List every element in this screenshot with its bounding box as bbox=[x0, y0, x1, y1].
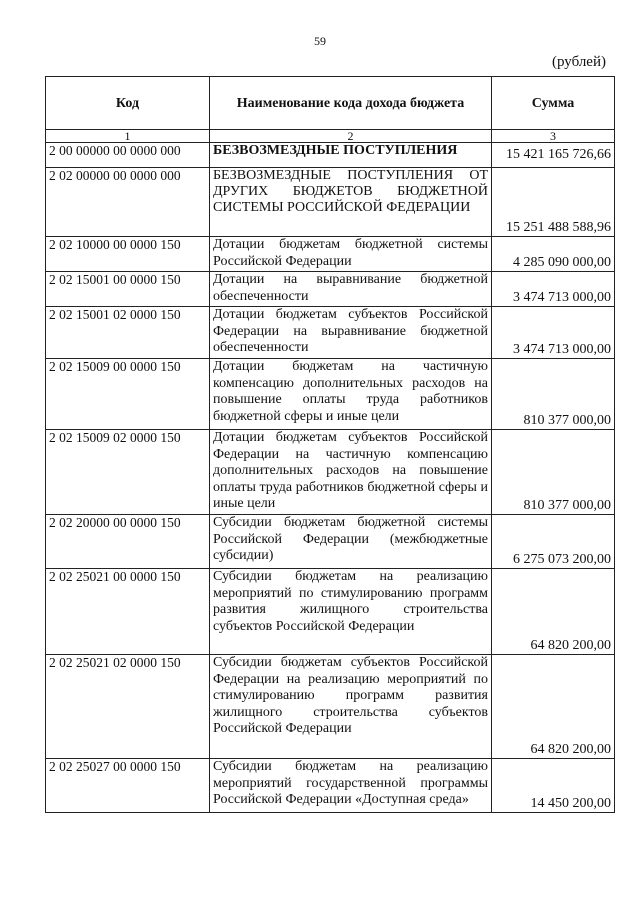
row-name: Дотации бюджетам бюджетной системы Российской Федерации bbox=[210, 237, 492, 272]
table-row bbox=[46, 515, 615, 569]
row-name: Субсидии бюджетам на реализацию мероприятий государственной программы Российской Федерации «Доступная среда» bbox=[210, 759, 492, 813]
column-number-row bbox=[46, 130, 615, 143]
budget-revenue-table bbox=[45, 76, 615, 813]
row-sum: 3 474 713 000,00 bbox=[492, 272, 615, 307]
row-name: Субсидии бюджетам бюджетной системы Российской Федерации (межбюджетные субсидии) bbox=[210, 515, 492, 569]
units-label: (рублей) bbox=[551, 54, 606, 70]
row-code: 2 02 10000 00 0000 150 bbox=[46, 237, 210, 272]
row-code: 2 02 00000 00 0000 000 bbox=[46, 168, 210, 237]
row-code: 2 02 25027 00 0000 150 bbox=[46, 759, 210, 813]
header-name: Наименование кода дохода бюджета bbox=[210, 77, 492, 130]
table-row bbox=[46, 272, 615, 307]
row-name: Дотации бюджетам субъектов Российской Федерации на выравнивание бюджетной обеспеченности bbox=[210, 307, 492, 359]
header-sum: Сумма bbox=[492, 77, 615, 130]
row-code: 2 02 15009 02 0000 150 bbox=[46, 430, 210, 515]
row-name: Субсидии бюджетам на реализацию мероприятий по стимулированию программ развития жилищного строительства субъектов Российской Федерации bbox=[210, 569, 492, 655]
table-row bbox=[46, 143, 615, 168]
row-code: 2 02 20000 00 0000 150 bbox=[46, 515, 210, 569]
row-sum: 4 285 090 000,00 bbox=[492, 237, 615, 272]
row-sum: 6 275 073 200,00 bbox=[492, 515, 615, 569]
table-header-row bbox=[46, 77, 615, 130]
row-sum: 14 450 200,00 bbox=[492, 759, 615, 813]
column-number: 2 bbox=[210, 130, 492, 143]
row-sum: 64 820 200,00 bbox=[492, 655, 615, 759]
row-name: Дотации на выравнивание бюджетной обеспеченности bbox=[210, 272, 492, 307]
row-name: Дотации бюджетам субъектов Российской Федерации на частичную компенсацию дополнительных расходов на повышение оплаты труда работников бюджетной сферы и иные цели bbox=[210, 430, 492, 515]
table-row bbox=[46, 168, 615, 237]
row-name: БЕЗВОЗМЕЗДНЫЕ ПОСТУПЛЕНИЯ bbox=[210, 143, 492, 168]
table-row bbox=[46, 759, 615, 813]
header-code: Код bbox=[46, 77, 210, 130]
row-sum: 64 820 200,00 bbox=[492, 569, 615, 655]
row-code: 2 02 25021 00 0000 150 bbox=[46, 569, 210, 655]
row-name: Дотации бюджетам на частичную компенсацию дополнительных расходов на повышение оплаты труда работников бюджетной сферы и иные цели bbox=[210, 359, 492, 430]
row-code: 2 02 15001 00 0000 150 bbox=[46, 272, 210, 307]
row-sum: 810 377 000,00 bbox=[492, 430, 615, 515]
column-number: 1 bbox=[46, 130, 210, 143]
row-sum: 3 474 713 000,00 bbox=[492, 307, 615, 359]
table-row bbox=[46, 237, 615, 272]
row-code: 2 02 25021 02 0000 150 bbox=[46, 655, 210, 759]
row-code: 2 02 15001 02 0000 150 bbox=[46, 307, 210, 359]
column-number: 3 bbox=[492, 130, 615, 143]
table-row bbox=[46, 430, 615, 515]
table-row bbox=[46, 569, 615, 655]
row-sum: 15 251 488 588,96 bbox=[492, 168, 615, 237]
table-row bbox=[46, 359, 615, 430]
row-code: 2 00 00000 00 0000 000 bbox=[46, 143, 210, 168]
table-row bbox=[46, 307, 615, 359]
row-name: Субсидии бюджетам субъектов Российской Федерации на реализацию мероприятий по стимулированию программ развития жилищного строительства субъектов Российской Федерации bbox=[210, 655, 492, 759]
row-code: 2 02 15009 00 0000 150 bbox=[46, 359, 210, 430]
table-row bbox=[46, 655, 615, 759]
page-number: 59 bbox=[314, 34, 326, 48]
row-sum: 15 421 165 726,66 bbox=[492, 143, 615, 168]
row-sum: 810 377 000,00 bbox=[492, 359, 615, 430]
row-name: БЕЗВОЗМЕЗДНЫЕ ПОСТУПЛЕНИЯ ОТ ДРУГИХ БЮДЖЕТОВ БЮДЖЕТНОЙ СИСТЕМЫ РОССИЙСКОЙ ФЕДЕРАЦИИ bbox=[210, 168, 492, 237]
